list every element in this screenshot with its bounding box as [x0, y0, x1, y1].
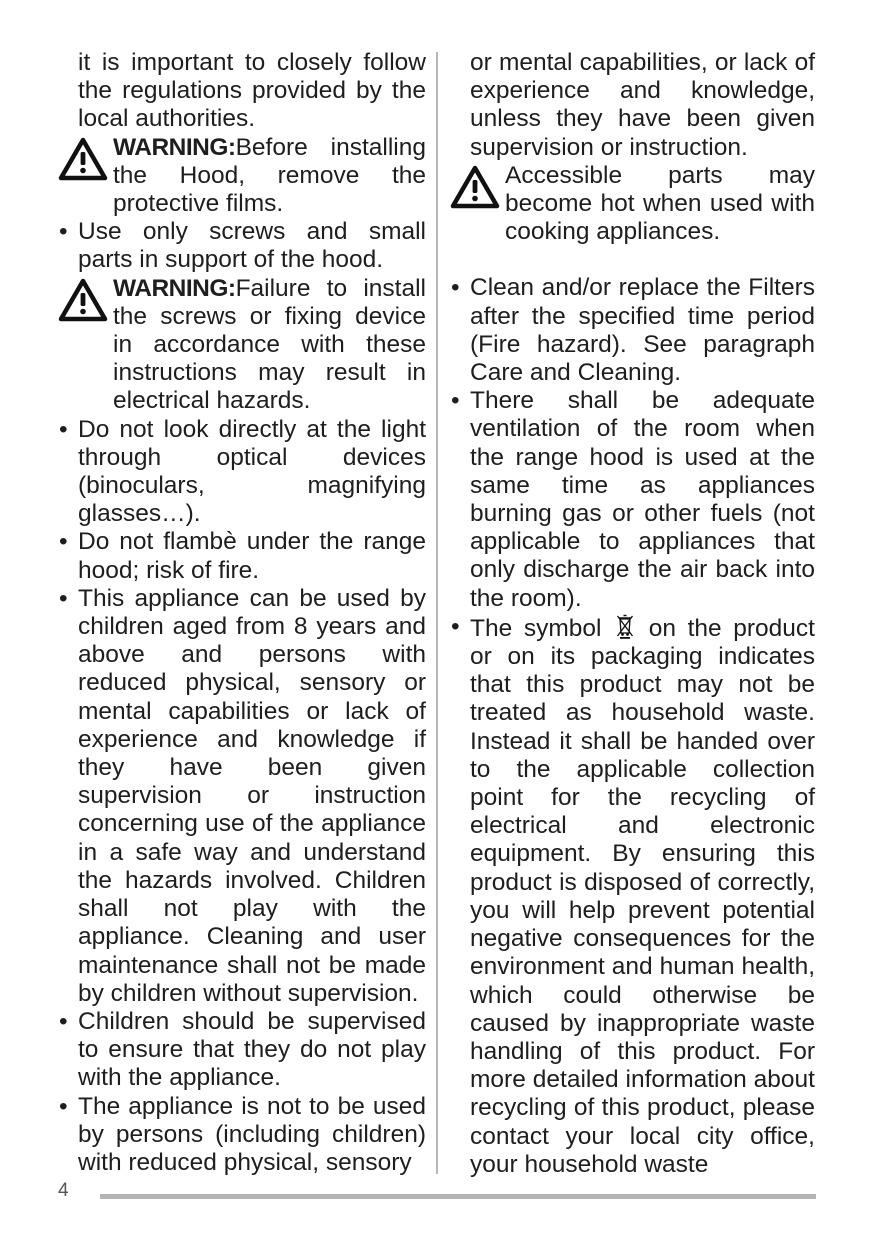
bullet-glyph: •	[59, 528, 68, 556]
warning-label: WARNING:	[113, 133, 236, 161]
list-item-text: Do not look directly at the light through optical devices (binoculars, magnifying glasses…).	[78, 415, 426, 528]
bullet-glyph: •	[451, 387, 460, 415]
list-item-text: Clean and/or replace the Filters after the specified time period (Fire hazard). See paragraph Care and Cleaning.	[470, 274, 815, 387]
page-number: 4	[58, 1180, 69, 1201]
intro-paragraph: it is important to closely follow the regulations provided by the local authorities.	[78, 49, 426, 133]
list-item-text: Use only screws and small parts in support of the hood.	[78, 218, 426, 274]
right-column	[447, 49, 815, 1179]
list-item-filters	[447, 274, 815, 387]
warning-text: Failure to install the screws or fixing device in accordance with these instructions may result in electrical hazards.	[113, 274, 426, 415]
bullet-glyph: •	[451, 274, 460, 302]
bullet-glyph: •	[59, 1092, 68, 1120]
list-item-supervised	[55, 1008, 426, 1093]
list-item-text: This appliance can be used by children aged from 8 years and above and persons with reduced physical, sensory or mental capabilities or lack of experience and knowledge if they have been given supervision or instruction concerning use of the appliance in a safe way and understand the hazards involved. Children shall not play with the appliance. Cleaning and user maintenance shall not be made by children without supervision.	[78, 584, 426, 1007]
spacer	[447, 246, 815, 274]
bullet-glyph: •	[59, 218, 68, 246]
bullet-glyph: •	[59, 1007, 68, 1035]
bullet-glyph: •	[451, 612, 460, 640]
list-item-text: The appliance is not to be used by persons (including children) with reduced physical, sensory	[78, 1092, 426, 1176]
list-item-flambe	[55, 528, 426, 584]
warning-screws	[55, 275, 426, 416]
footer-rule	[100, 1194, 816, 1199]
list-item-light	[55, 416, 426, 529]
bullet-glyph: •	[59, 415, 68, 443]
warning-triangle-icon	[58, 278, 108, 322]
list-item-text-after: on the product or on its packaging indicates that this product may not be treated as household waste. Instead it shall be handed over to the applicable collection point for the recycling of electrical and electronic equipment. By ensuring this product is disposed of correctly, you will help prevent potential negative consequences for the environment and human health, which could otherwise be caused by inappropriate waste handling of this product. For more detailed information about recycling of this product, please contact your local city office, your household waste	[470, 614, 815, 1178]
column-divider	[436, 52, 438, 1174]
warning-text: Accessible parts may become hot when used with cooking appliances.	[505, 161, 815, 246]
left-column	[55, 49, 426, 1177]
warning-label: WARNING:	[113, 274, 236, 302]
warning-accessible-parts	[447, 162, 815, 247]
crossed-out-wheelie-bin-icon	[615, 613, 635, 639]
warning-triangle-icon	[58, 137, 108, 181]
warning-triangle-icon	[450, 165, 500, 209]
list-item-children	[55, 585, 426, 1008]
bullet-glyph: •	[59, 584, 68, 612]
list-item-screws	[55, 218, 426, 274]
list-item-text: Do not flambè under the range hood; risk of fire.	[78, 528, 426, 584]
warning-text: Before installing the Hood, remove the protective films.	[113, 133, 426, 218]
continued-paragraph: or mental capabilities, or lack of experience and knowledge, unless they have been given supervision or instruction.	[470, 49, 815, 161]
warning-install-films	[55, 134, 426, 219]
list-item-ventilation	[447, 387, 815, 613]
list-item-not-used	[55, 1093, 426, 1178]
list-item-text: Children should be supervised to ensure that they do not play with the appliance.	[78, 1007, 426, 1092]
list-item-weee-symbol	[447, 613, 815, 1179]
list-item-text-before: The symbol	[470, 614, 602, 642]
list-item-text: There shall be adequate ventilation of the room when the range hood is used at the same time as appliances burning gas or other fuels (not applicable to appliances that only discharge the air back into the room).	[470, 387, 815, 612]
